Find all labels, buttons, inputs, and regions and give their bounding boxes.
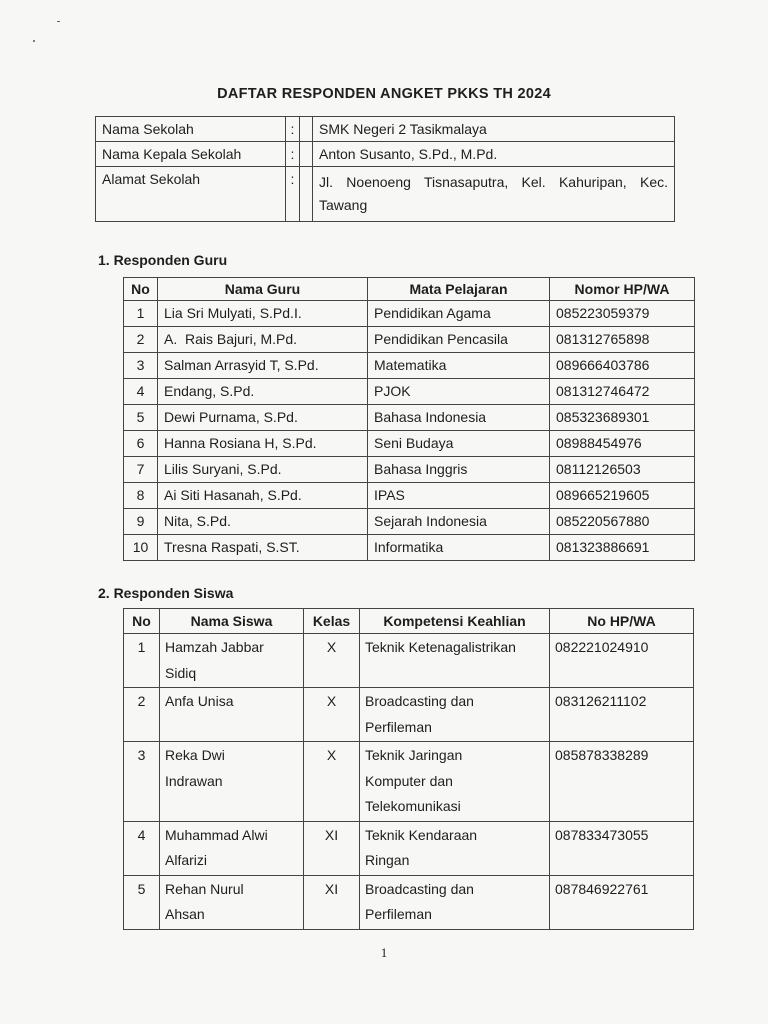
cell-hp: 08112126503 (550, 457, 695, 483)
nama-line: Hamzah Jabbar (165, 639, 264, 655)
cell-nama: Endang, S.Pd. (158, 379, 368, 405)
cell-no: 8 (124, 483, 158, 509)
siswa-table (123, 608, 694, 930)
cell-hp: 083126211102 (550, 688, 694, 742)
info-row (96, 167, 675, 222)
info-label: Nama Kepala Sekolah (96, 142, 286, 167)
cell-nama (160, 634, 304, 688)
cell-hp: 08988454976 (550, 431, 695, 457)
cell-hp: 081312765898 (550, 327, 695, 353)
cell-mapel: Bahasa Inggris (368, 457, 550, 483)
cell-mapel: Matematika (368, 353, 550, 379)
cell-no: 9 (124, 509, 158, 535)
nama-line: Sidiq (165, 664, 197, 681)
info-gap (300, 167, 313, 222)
table-header-row (124, 609, 694, 634)
col-header-kelas: Kelas (304, 609, 360, 634)
table-row (124, 379, 695, 405)
cell-kompetensi (360, 821, 550, 875)
col-header-no-hp: No HP/WA (550, 609, 694, 634)
col-header-nomor-hp: Nomor HP/WA (550, 278, 695, 301)
col-header-mata-pelajaran: Mata Pelajaran (368, 278, 550, 301)
info-row (96, 117, 675, 142)
cell-nama (160, 688, 304, 742)
cell-mapel: Bahasa Indonesia (368, 405, 550, 431)
table-row (124, 301, 695, 327)
info-label: Alamat Sekolah (96, 167, 286, 222)
col-header-nama-guru: Nama Guru (158, 278, 368, 301)
nama-line: Indrawan (165, 772, 223, 789)
section-heading-siswa: 2. Responden Siswa (98, 585, 234, 601)
cell-kelas: X (304, 742, 360, 822)
guru-table (123, 277, 695, 561)
kompetensi-line: Teknik Kendaraan (365, 826, 478, 843)
table-header-row (124, 278, 695, 301)
cell-kompetensi (360, 875, 550, 929)
cell-mapel: Informatika (368, 535, 550, 561)
info-colon: : (286, 117, 300, 142)
cell-kelas: X (304, 634, 360, 688)
page-number: 1 (380, 945, 388, 960)
cell-no: 3 (124, 353, 158, 379)
scan-speck (57, 21, 60, 22)
table-row (124, 821, 694, 875)
info-colon: : (286, 142, 300, 167)
cell-no: 4 (124, 379, 158, 405)
table-row (124, 353, 695, 379)
cell-nama: Lilis Suryani, S.Pd. (158, 457, 368, 483)
kompetensi-line: Teknik Jaringan (365, 747, 463, 763)
nama-line: Rehan Nurul (165, 880, 244, 897)
table-row (124, 327, 695, 353)
scan-speck (33, 40, 35, 42)
cell-no: 5 (124, 405, 158, 431)
info-value: SMK Negeri 2 Tasikmalaya (313, 117, 675, 142)
kompetensi-line: Ringan (365, 852, 410, 868)
cell-hp: 089666403786 (550, 353, 695, 379)
nama-line: Anfa Unisa (165, 693, 234, 709)
col-header-no: No (124, 609, 160, 634)
cell-no: 2 (124, 688, 160, 742)
kompetensi-line: Telekomunikasi (365, 798, 461, 814)
info-value: Anton Susanto, S.Pd., M.Pd. (313, 142, 675, 167)
cell-nama: A. Rais Bajuri, M.Pd. (158, 327, 368, 353)
kompetensi-line: Teknik Ketenagalistrikan (365, 639, 516, 655)
cell-no: 10 (124, 535, 158, 561)
cell-mapel: Seni Budaya (368, 431, 550, 457)
cell-hp: 087833473055 (550, 821, 694, 875)
table-row (124, 742, 694, 822)
cell-mapel: Pendidikan Pencasila (368, 327, 550, 353)
table-row (124, 405, 695, 431)
section-heading-guru: 1. Responden Guru (98, 252, 228, 268)
cell-no: 1 (124, 634, 160, 688)
cell-mapel: Pendidikan Agama (368, 301, 550, 327)
table-row (124, 535, 695, 561)
cell-no: 5 (124, 875, 160, 929)
cell-no: 7 (124, 457, 158, 483)
col-header-no: No (124, 278, 158, 301)
table-row (124, 457, 695, 483)
table-row (124, 688, 694, 742)
cell-no: 6 (124, 431, 158, 457)
cell-kelas: XI (304, 875, 360, 929)
table-row (124, 875, 694, 929)
cell-nama: Tresna Raspati, S.ST. (158, 535, 368, 561)
nama-line: Muhammad Alwi (165, 826, 268, 843)
cell-no: 2 (124, 327, 158, 353)
kompetensi-line: Komputer dan (365, 772, 453, 789)
info-value (313, 167, 675, 222)
info-label: Nama Sekolah (96, 117, 286, 142)
cell-hp: 085223059379 (550, 301, 695, 327)
cell-mapel: PJOK (368, 379, 550, 405)
cell-hp: 085878338289 (550, 742, 694, 822)
cell-mapel: Sejarah Indonesia (368, 509, 550, 535)
address-line: Jl. Noenoeng Tisnasaputra, Kel. Kahuripan, Kec. (319, 174, 668, 190)
cell-nama (160, 742, 304, 822)
cell-kompetensi (360, 634, 550, 688)
cell-hp: 081312746472 (550, 379, 695, 405)
cell-hp: 081323886691 (550, 535, 695, 561)
nama-line: Alfarizi (165, 852, 208, 868)
cell-kompetensi (360, 688, 550, 742)
col-header-nama-siswa: Nama Siswa (160, 609, 304, 634)
cell-no: 1 (124, 301, 158, 327)
cell-nama: Ai Siti Hasanah, S.Pd. (158, 483, 368, 509)
cell-nama: Dewi Purnama, S.Pd. (158, 405, 368, 431)
nama-line: Ahsan (165, 906, 205, 922)
cell-nama: Nita, S.Pd. (158, 509, 368, 535)
address-line: Tawang (319, 197, 368, 213)
info-gap (300, 142, 313, 167)
cell-nama: Salman Arrasyid T, S.Pd. (158, 353, 368, 379)
cell-no: 4 (124, 821, 160, 875)
table-row (124, 483, 695, 509)
cell-no: 3 (124, 742, 160, 822)
cell-kompetensi (360, 742, 550, 822)
cell-mapel: IPAS (368, 483, 550, 509)
nama-line: Reka Dwi (165, 747, 225, 763)
table-row (124, 431, 695, 457)
kompetensi-line: Perfileman (365, 718, 432, 735)
cell-kelas: XI (304, 821, 360, 875)
cell-nama: Hanna Rosiana H, S.Pd. (158, 431, 368, 457)
col-header-kompetensi: Kompetensi Keahlian (360, 609, 550, 634)
school-info-table (95, 116, 675, 222)
info-row (96, 142, 675, 167)
table-row (124, 634, 694, 688)
document-title: DAFTAR RESPONDEN ANGKET PKKS TH 2024 (217, 86, 551, 102)
info-gap (300, 117, 313, 142)
info-colon: : (286, 167, 300, 222)
cell-nama (160, 875, 304, 929)
cell-nama: Lia Sri Mulyati, S.Pd.I. (158, 301, 368, 327)
cell-hp: 082221024910 (550, 634, 694, 688)
cell-hp: 085220567880 (550, 509, 695, 535)
kompetensi-line: Broadcasting dan (365, 693, 474, 709)
cell-hp: 085323689301 (550, 405, 695, 431)
kompetensi-line: Perfileman (365, 906, 432, 922)
cell-hp: 089665219605 (550, 483, 695, 509)
cell-kelas: X (304, 688, 360, 742)
cell-hp: 087846922761 (550, 875, 694, 929)
table-row (124, 509, 695, 535)
kompetensi-line: Broadcasting dan (365, 880, 474, 897)
cell-nama (160, 821, 304, 875)
